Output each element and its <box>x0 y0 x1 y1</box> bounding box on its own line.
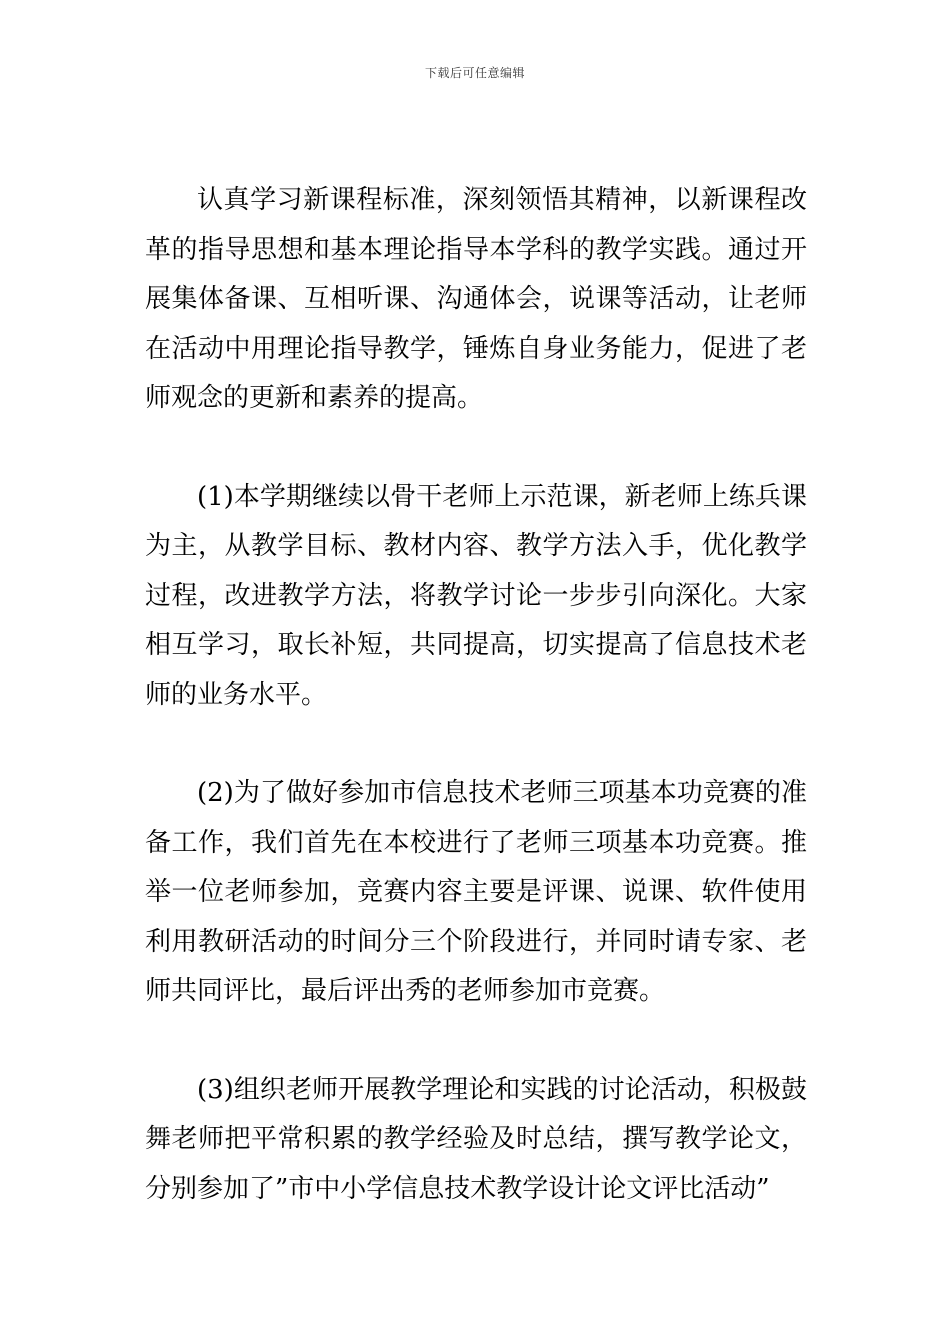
paragraph-item-1: (1)本学期继续以骨干老师上示范课，新老师上练兵课为主，从教学目标、教材内容、教学方法入手，优化教学过程，改进教学方法，将教学讨论一步步引向深化。大家相互学习，取长补短，共同提高，切实提高了信息技术老师的业务水平。 <box>145 481 807 710</box>
paragraph-item-2: (2)为了做好参加市信息技术老师三项基本功竞赛的准备工作，我们首先在本校进行了老师三项基本功竞赛。推举一位老师参加，竞赛内容主要是评课、说课、软件使用利用教研活动的时间分三个阶段进行，并同时请专家、老师共同评比，最后评出秀的老师参加市竞赛。 <box>145 778 807 1006</box>
paragraph-item-3: (3)组织老师开展教学理论和实践的讨论活动，积极鼓舞老师把平常积累的教学经验及时总结，撰写教学论文，分别参加了”市中小学信息技术教学设计论文评比活动” <box>145 1074 807 1204</box>
page-header: 下载后可任意编辑 <box>424 66 525 80</box>
paragraph-intro: 认真学习新课程标准，深刻领悟其精神，以新课程改革的指导思想和基本理论指导本学科的教学实践。通过开展集体备课、互相听课、沟通体会，说课等活动，让老师在活动中用理论指导教学，锤炼自身业务能力，促进了老师观念的更新和素养的提高。 <box>145 185 807 413</box>
document-body <box>145 176 807 1214</box>
